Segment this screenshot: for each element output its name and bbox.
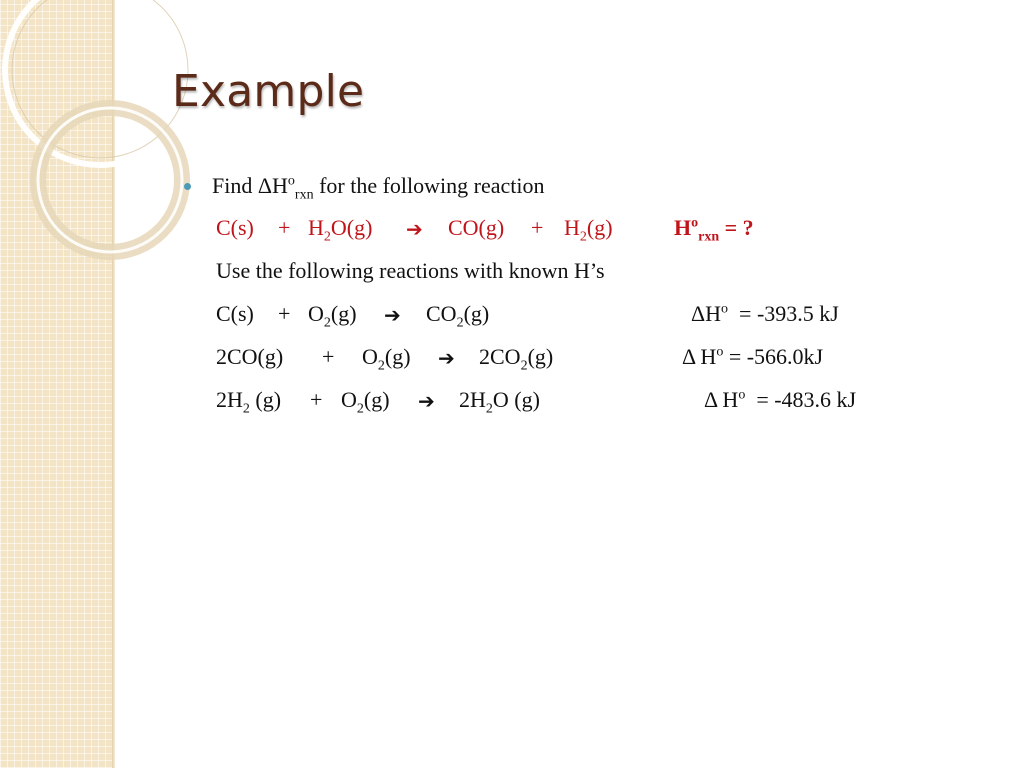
reaction3-product: $2H_2O$ (g) [459, 387, 540, 417]
reaction3-plus: + [310, 387, 323, 412]
reaction1-reactant-1: C(s) [216, 301, 254, 326]
find-suffix: for the following reaction [313, 173, 545, 198]
reaction2-plus: + [322, 344, 335, 369]
target-enthalpy-unknown: $H^o_{rxn}$ = ? [674, 215, 754, 245]
find-prefix: Find [212, 173, 258, 198]
target-plus-2: + [531, 215, 544, 240]
reaction3-reactant-2: $O_2(g)$ [341, 387, 390, 417]
target-arrow-icon: ➔ [406, 217, 423, 241]
reaction1-reactant-2: $O_2(g)$ [308, 301, 357, 331]
target-reactant-c: C(s) [216, 215, 254, 240]
delta-h-symbol: ΔH [257, 173, 288, 198]
reaction1-arrow-icon: ➔ [384, 303, 401, 327]
reaction3-reactant-1: $2H_2$ (g) [216, 387, 282, 417]
target-product-co: CO(g) [448, 215, 505, 240]
find-line [212, 172, 545, 203]
reaction1-product: $CO_2(g)$ [426, 301, 490, 331]
decorative-rings [0, 0, 200, 300]
standard-superscript: o [287, 173, 295, 189]
target-plus-1: + [278, 215, 291, 240]
reaction2-reactant-1: 2CO(g) [216, 344, 284, 369]
reaction2-arrow-icon: ➔ [438, 346, 455, 370]
reaction3-arrow-icon: ➔ [418, 389, 435, 413]
reaction2-enthalpy: Δ $H^o = -566.0kJ$ [682, 344, 824, 369]
reaction1-enthalpy: $\Delta H^o = -393.5$ kJ [691, 301, 839, 326]
slide-title: Example [172, 66, 365, 117]
reaction1-plus: + [278, 301, 291, 326]
bullet-dot [184, 183, 191, 190]
rxn-subscript: rxn [294, 187, 314, 203]
target-reactant-water: $H_2O(g)$ [308, 215, 373, 245]
target-product-h2: $H_2(g)$ [564, 215, 613, 245]
use-reactions-line: Use the following reactions with known H’s [216, 258, 605, 283]
reaction2-reactant-2: $O_2(g)$ [362, 344, 411, 374]
reaction3-enthalpy: Δ $H^o = -483.6$ kJ [704, 387, 857, 412]
reaction2-product: $2CO_2(g)$ [479, 344, 554, 374]
